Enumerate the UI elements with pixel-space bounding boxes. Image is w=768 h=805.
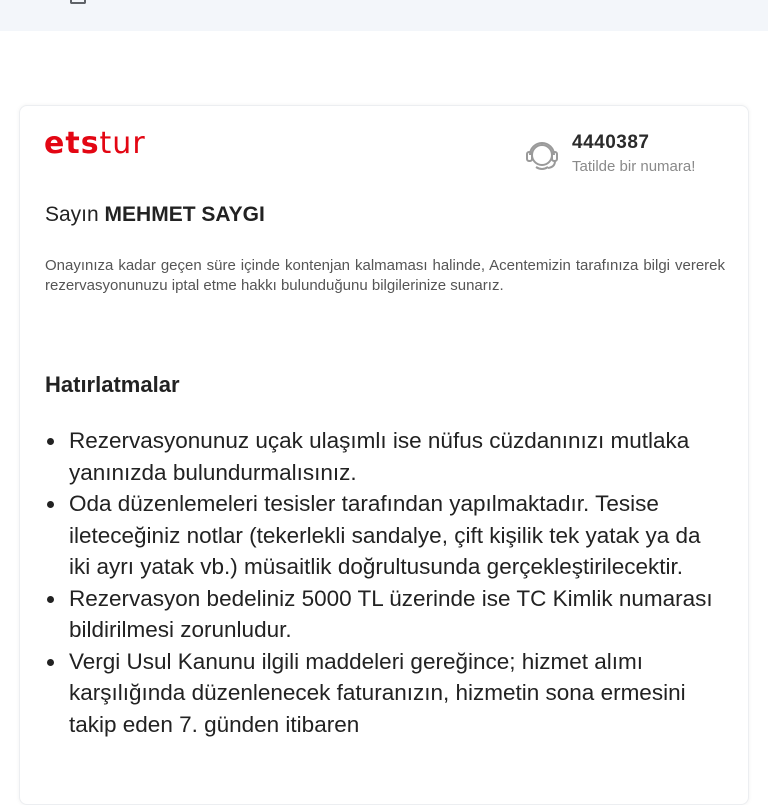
customer-name: MEHMET SAYGI bbox=[104, 203, 265, 226]
reminder-item: Vergi Usul Kanunu ilgili maddeleri gereğince; hizmet alımı karşılığında düzenlenecek faturanızın, hizmetin sona ermesini takip eden 7. günden itibaren bbox=[45, 646, 725, 741]
support-slogan: Tatilde bir numara! bbox=[572, 158, 696, 175]
support-phone[interactable]: 4440387 bbox=[572, 132, 650, 153]
document-icon[interactable] bbox=[70, 0, 86, 4]
etstur-logo bbox=[44, 124, 146, 164]
greeting bbox=[45, 203, 265, 227]
reminders-title: Hatırlatmalar bbox=[45, 372, 180, 397]
reminder-item: Oda düzenlemeleri tesisler tarafından yapılmaktadır. Tesise ileteceğiniz notlar (tekerlekli sandalye, çift kişilik tek yatak ya da iki ayrı yatak vb.) müsaitlik doğrultusunda gerçekleştirilecektir. bbox=[45, 488, 725, 583]
logo-bold-part: ets bbox=[44, 126, 100, 161]
top-bar bbox=[0, 0, 768, 31]
support-contact[interactable] bbox=[522, 132, 732, 178]
reminder-item: Rezervasyon bedeliniz 5000 TL üzerinde ise TC Kimlik numarası bildirilmesi zorunludur. bbox=[45, 583, 725, 646]
cancellation-notice: Onayınıza kadar geçen süre içinde kontenjan kalmaması halinde, Acentemizin tarafınıza bilgi vererek rezervasyonunuzu iptal etme hakkı bulunduğunu bilgilerinize sunarız. bbox=[45, 257, 725, 294]
headset-icon bbox=[522, 134, 562, 174]
greeting-prefix: Sayın bbox=[45, 203, 105, 226]
reminders-list bbox=[45, 425, 725, 740]
logo-light-part: tur bbox=[99, 126, 146, 161]
reminder-item: Rezervasyonunuz uçak ulaşımlı ise nüfus cüzdanınızı mutlaka yanınızda bulundurmalısınız. bbox=[45, 425, 725, 488]
